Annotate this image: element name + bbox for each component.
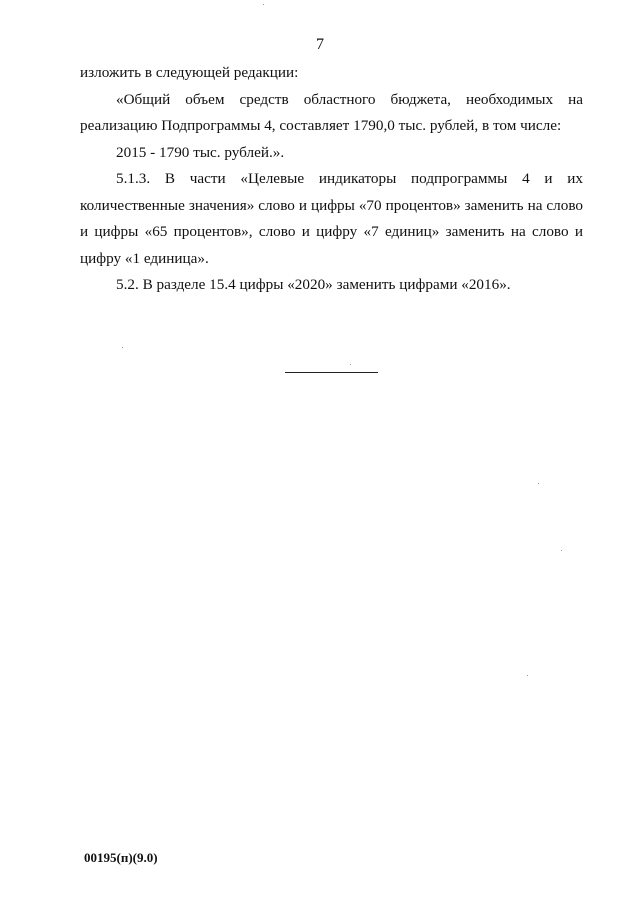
paragraph-5-2: 5.2. В разделе 15.4 цифры «2020» заменить цифрами «2016». bbox=[116, 276, 511, 293]
page-number: 7 bbox=[316, 36, 324, 53]
scan-speck bbox=[561, 550, 562, 551]
closing-separator-line bbox=[285, 372, 378, 373]
scan-speck bbox=[122, 347, 123, 348]
document-body bbox=[80, 60, 583, 299]
scan-speck bbox=[350, 364, 351, 365]
paragraph-budget-year: 2015 - 1790 тыс. рублей.». bbox=[116, 143, 285, 161]
paragraph-budget: «Общий объем средств областного бюджета, необходимых на реализацию Подпрограммы 4, составляет 1790,0 тыс. рублей, в том числе: bbox=[80, 90, 583, 134]
paragraph-5-1-3: 5.1.3. В части «Целевые индикаторы подпрограммы 4 и их количественные значения» слово и цифры «70 процентов» заменить на слово и цифры «65 процентов», слово и цифру «7 единиц» заменить на слово и цифру «1 единица». bbox=[80, 170, 583, 267]
document-code: 00195(п)(9.0) bbox=[84, 850, 158, 865]
scan-speck bbox=[538, 483, 539, 484]
paragraph-intro: изложить в следующей редакции: bbox=[80, 64, 299, 81]
scan-speck bbox=[263, 4, 264, 5]
scan-speck bbox=[527, 675, 528, 676]
